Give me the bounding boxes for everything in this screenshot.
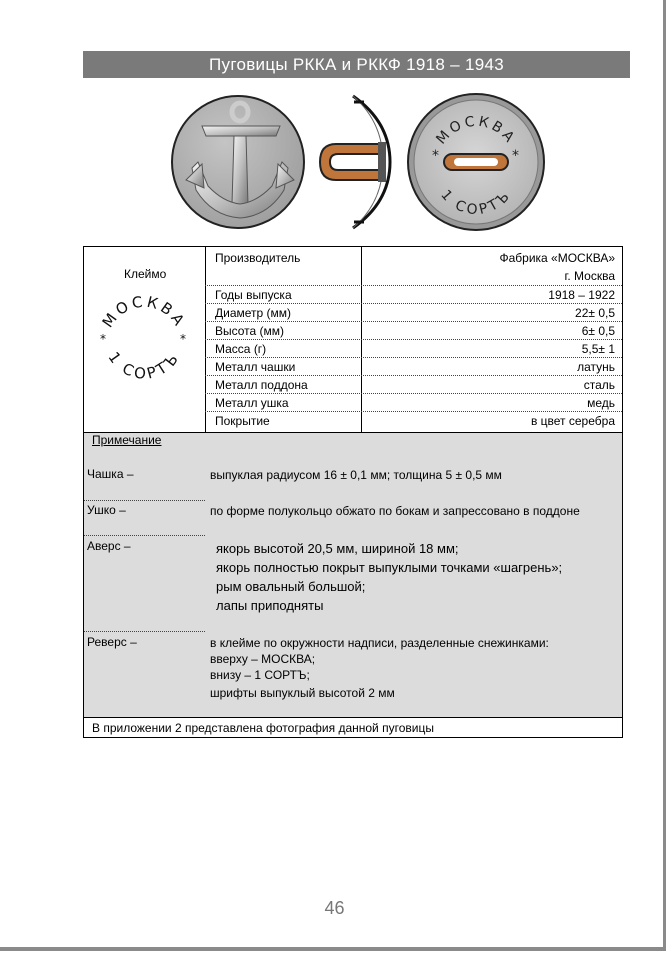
spec-name: Высота (мм) <box>215 324 285 338</box>
spec-value-city: г. Москва <box>564 269 615 283</box>
spec-value: 1918 – 1922 <box>548 288 615 302</box>
stamp-star-left: * <box>432 148 439 164</box>
side-profile-image <box>320 96 390 228</box>
spec-value: Фабрика «МОСКВА» <box>499 251 615 265</box>
stamp-label: Клеймо <box>124 267 167 281</box>
spec-name: Диаметр (мм) <box>215 306 292 320</box>
reverse-button-image <box>408 94 544 230</box>
notes-title: Примечание <box>92 433 162 447</box>
reverse-line: шрифты выпуклый высотой 2 мм <box>210 686 395 700</box>
reverse-stamp-bottom-text: 1 СОРТЪ <box>437 186 515 219</box>
shank-label: Ушко – <box>87 503 126 517</box>
shank-text: по форме полукольцо обжато по бокам и запрессовано в поддоне <box>210 504 580 518</box>
obverse-line: лапы приподняты <box>216 598 324 613</box>
obverse-line: рым овальный большой; <box>216 579 366 594</box>
reverse-line: в клейме по окружности надписи, разделенные снежинками: <box>210 636 549 650</box>
spec-name: Масса (г) <box>215 342 267 356</box>
spec-value: в цвет серебра <box>530 414 615 428</box>
spec-value: 6± 0,5 <box>581 324 615 338</box>
reverse-line: вверху – МОСКВА; <box>210 652 316 666</box>
cup-label: Чашка – <box>87 467 134 481</box>
button-illustrations <box>168 92 628 232</box>
spec-name: Металл ушка <box>215 396 289 410</box>
page-title: Пуговицы РККА и РККФ 1918 – 1943 <box>83 51 630 78</box>
reverse-stamp-top-text: МОСКВА <box>433 113 519 148</box>
stamp-image <box>94 285 194 385</box>
obverse-line: якорь высотой 20,5 мм, шириной 18 мм; <box>216 541 459 556</box>
spec-name: Покрытие <box>215 414 270 428</box>
spec-value: медь <box>587 396 615 410</box>
stamp-star-left: * <box>100 332 106 346</box>
spec-name: Металл чашки <box>215 360 296 374</box>
appendix-note: В приложении 2 представлена фотография данной пуговицы <box>92 721 434 735</box>
spec-value: 5,5± 1 <box>581 342 615 356</box>
spec-value: 22± 0,5 <box>575 306 615 320</box>
obverse-label: Аверс – <box>87 539 131 553</box>
spec-value: латунь <box>577 360 615 374</box>
spec-name: Металл поддона <box>215 378 308 392</box>
reverse-label: Реверс – <box>87 635 137 649</box>
spec-value: сталь <box>583 378 615 392</box>
obverse-button-image <box>172 96 304 228</box>
stamp-top-text: МОСКВА <box>98 292 190 332</box>
obverse-line: якорь полностью покрыт выпуклыми точками «шагрень»; <box>216 560 563 575</box>
spec-name: Производитель <box>215 251 301 265</box>
spec-table <box>83 246 623 738</box>
cup-text: выпуклая радиусом 16 ± 0,1 мм; толщина 5 ± 0,5 мм <box>210 468 502 482</box>
stamp-star-right: * <box>180 332 186 346</box>
page-number: 46 <box>324 898 345 918</box>
reverse-line: внизу – 1 СОРТЪ; <box>210 668 310 682</box>
spec-name: Годы выпуска <box>215 288 292 302</box>
stamp-bottom-text: 1 СОРТЪ <box>104 348 184 383</box>
stamp-star-right: * <box>512 148 519 164</box>
